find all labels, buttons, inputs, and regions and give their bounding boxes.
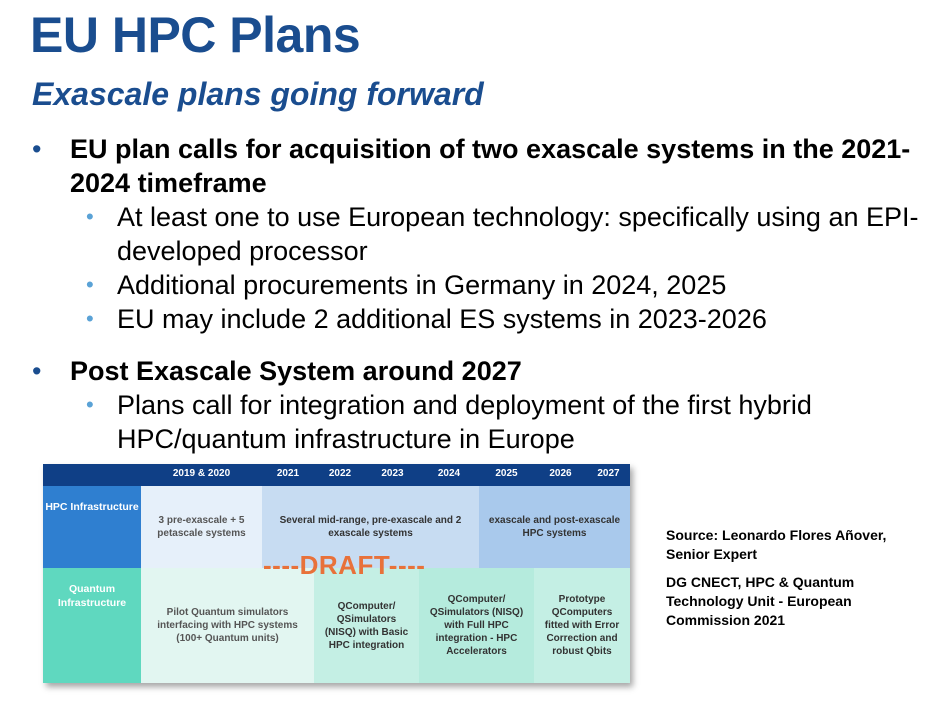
header-year: 2027 <box>587 464 630 486</box>
source-organization: DG CNECT, HPC & Quantum Technology Unit - European Commission 2021 <box>666 574 855 628</box>
quantum-cell: Pilot Quantum simulators interfacing with HPC systems (100+ Quantum units) <box>141 568 314 683</box>
sub-bullet-marker: • <box>86 272 94 297</box>
draft-watermark: ----DRAFT---- <box>263 550 426 580</box>
header-year: 2021 <box>262 464 315 486</box>
slide-subtitle: Exascale plans going forward <box>32 76 484 112</box>
bullet-item <box>0 354 930 388</box>
bullet-item <box>0 132 930 200</box>
sub-bullet-text: Additional procurements in Germany in 2024, 2025 <box>117 270 727 300</box>
sub-bullet-text: EU may include 2 additional ES systems in 2023-2026 <box>117 304 767 334</box>
sub-bullet-item <box>0 268 937 302</box>
sub-bullet-item <box>0 302 937 336</box>
sub-bullet-text: At least one to use European technology: specifically using an EPI-developed processor <box>117 202 919 266</box>
sub-bullet-text: Plans call for integration and deployment of the first hybrid HPC/quantum infrastructure in Europe <box>117 390 812 454</box>
header-year: 2022 <box>314 464 367 486</box>
sub-bullet-item <box>0 388 937 456</box>
hpc-cell: 3 pre-exascale + 5 petascale systems <box>141 486 262 568</box>
sub-bullet-item <box>0 200 937 268</box>
sub-bullet-marker: • <box>86 306 94 331</box>
sub-bullet-marker: • <box>86 392 94 417</box>
bullet-text: Post Exascale System around 2027 <box>70 356 522 386</box>
bullet-text: EU plan calls for acquisition of two exascale systems in the 2021-2024 timeframe <box>70 134 911 198</box>
header-year: 2024 <box>419 464 480 486</box>
row-label-hpc: HPC Infrastructure <box>43 486 141 568</box>
hpc-cell: exascale and post-exascale HPC systems <box>479 486 630 568</box>
slide-title: EU HPC Plans <box>30 7 361 63</box>
source-attribution: Source: Leonardo Flores Añover, Senior Expert <box>666 527 887 562</box>
header-year: 2026 <box>534 464 588 486</box>
quantum-cell: Prototype QComputers fitted with Error Correction and robust Qbits <box>534 568 630 683</box>
header-year: 2025 <box>479 464 535 486</box>
hpc-cell: Several mid-range, pre-exascale and 2 exascale systems <box>262 486 479 568</box>
header-corner <box>43 464 142 486</box>
quantum-cell: QComputer/ QSimulators (NISQ) with Full HPC integration - HPC Accelerators <box>419 568 534 683</box>
bullet-marker: • <box>32 134 42 164</box>
header-year: 2023 <box>366 464 420 486</box>
row-label-quantum: Quantum Infrastructure <box>43 568 141 683</box>
sub-bullet-marker: • <box>86 204 94 229</box>
header-year: 2019 & 2020 <box>141 464 263 486</box>
bullet-list <box>0 132 942 456</box>
quantum-cell: QComputer/ QSimulators (NISQ) with Basic HPC integration <box>314 568 419 683</box>
bullet-marker: • <box>32 356 42 386</box>
